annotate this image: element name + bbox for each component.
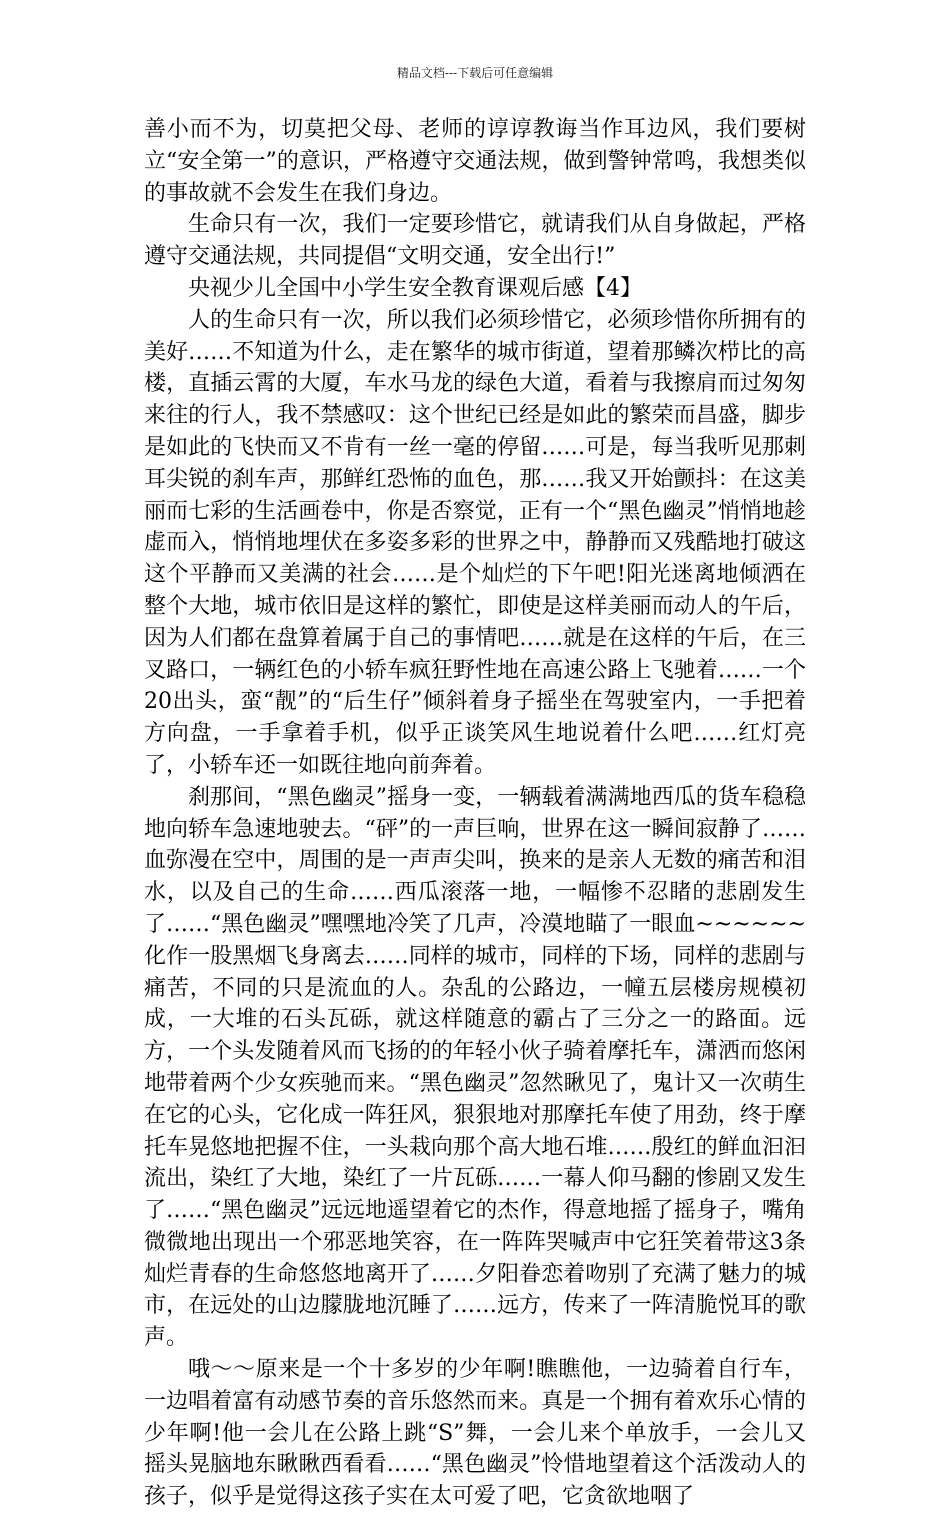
paragraph-3: 人的生命只有一次，所以我们必须珍惜它，必须珍惜你所拥有的美好……不知道为什么，走在繁华的城市街道，望着那鳞次栉比的高楼，直插云霄的大厦，车水马龙的绿色大道，看着与我擦肩而过匆匆来往的行人，我不禁感叹：这个世纪已经是如此的繁荣而昌盛，脚步是如此的飞快而又不肯有一丝一毫的停留……可是，每当我听见那刺耳尖锐的刹车声，那鲜红恐怖的血色，那……我又开始颤抖：在这美丽而七彩的生活画卷中，你是否察觉，正有一个“黑色幽灵”悄悄地趁虚而入，悄悄地埋伏在多姿多彩的世界之中，静静而又残酷地打破这这个平静而又美满的社会……是个灿烂的下午吧!阳光迷离地倾洒在整个大地，城市依旧是这样的繁忙，即使是这样美丽而动人的午后，因为人们都在盘算着属于自己的事情吧……就是在这样的午后，在三叉路口，一辆红色的小轿车疯狂野性地在高速公路上飞驰着……一个20出头，蛮“靓”的“后生仔”倾斜着身子摇坐在驾驶室内，一手把着方向盘，一手拿着手机，似乎正谈笑风生地说着什么吧……红灯亮了，小轿车还一如既往地向前奔着。 <box>144 307 806 778</box>
page-header: 精品文档---下载后可任意编辑 <box>396 66 554 80</box>
paragraph-4: 刹那间，“黑色幽灵”摇身一变，一辆载着满满地西瓜的货车稳稳地向轿车急速地驶去。“砰”的一声巨响，世界在这一瞬间寂静了……血弥漫在空中，周围的是一声声尖叫，换来的是亲人无数的痛苦和泪水，以及自己的生命……西瓜滚落一地，一幅惨不忍睹的悲剧发生了……“黑色幽灵”嘿嘿地冷笑了几声，冷漠地瞄了一眼血~~~~~~化作一股黑烟飞身离去……同样的城市，同样的下场，同样的悲剧与痛苦，不同的只是流血的人。杂乱的公路边，一幢五层楼房规模初成，一大堆的石头瓦砾，就这样随意的霸占了三分之一的路面。远方，一个头发随着风而飞扬的的年轻小伙子骑着摩托车，潇洒而悠闲地带着两个少女疾驰而来。“黑色幽灵”忽然瞅见了，鬼计又一次萌生在它的心头，它化成一阵狂风，狠狠地对那摩托车使了用劲，终于摩托车晃悠地把握不住，一头栽向那个高大地石堆……殷红的鲜血汩汩流出，染红了大地，染红了一片瓦砾……一幕人仰马翻的惨剧又发生了……“黑色幽灵”远远地遥望着它的杰作，得意地摇了摇身子，嘴角微微地出现出一个邪恶地笑容，在一阵阵哭喊声中它狂笑着带这3条灿烂青春的生命悠悠地离开了……夕阳眷恋着吻别了充满了魅力的城市，在远处的山边朦胧地沉睡了……远方，传来了一阵清脆悦耳的歌声。 <box>144 784 806 1351</box>
paragraph-5: 哦～～原来是一个十多岁的少年啊!瞧瞧他，一边骑着自行车，一边唱着富有动感节奏的音乐悠然而来。真是一个拥有着欢乐心情的少年啊!他一会儿在公路上跳“S”舞，一会儿来个单放手，一会儿又摇头晃脑地东瞅瞅西看看……“黑色幽灵”怜惜地望着这个活泼动人的孩子，似乎是觉得这孩子实在太可爱了吧，它贪欲地咽了 <box>144 1357 806 1510</box>
paragraph-1: 善小而不为，切莫把父母、老师的谆谆教诲当作耳边风，我们要树立“安全第一”的意识，严格遵守交通法规，做到警钟常鸣，我想类似的事故就不会发生在我们身边。 <box>144 117 806 206</box>
paragraph-2: 生命只有一次，我们一定要珍惜它，就请我们从自身做起，严格遵守交通法规，共同提倡“文明交通，安全出行!” <box>144 212 806 270</box>
document-body <box>144 114 806 1513</box>
section-heading: 央视少儿全国中小学生安全教育课观后感【4】 <box>188 275 642 301</box>
